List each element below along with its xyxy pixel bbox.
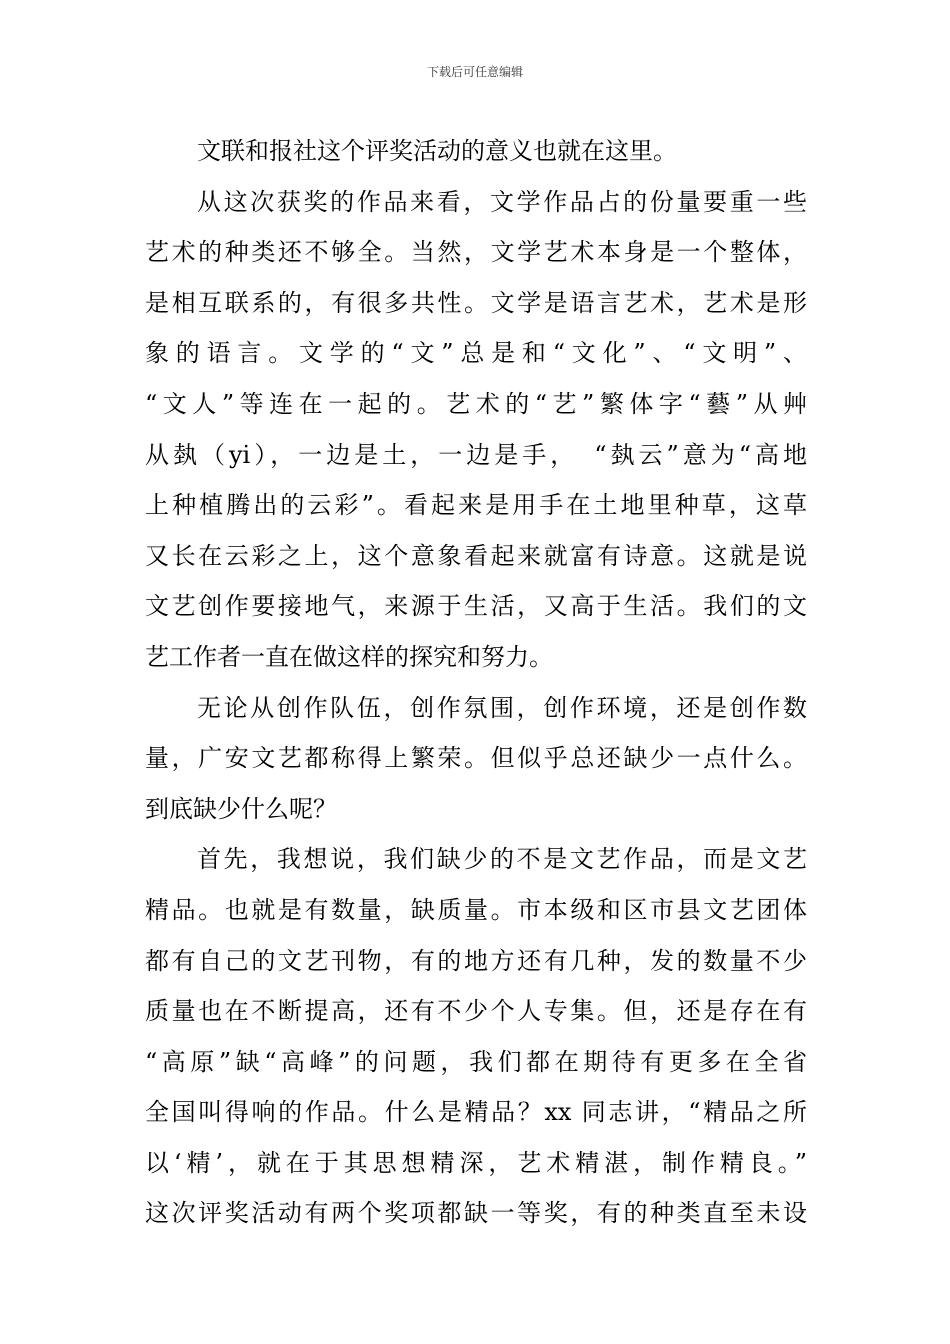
text-line: 文艺创作要接地气，来源于生活，又高于生活。我们的文 bbox=[145, 592, 807, 621]
text-line: 到底缺少什么呢？ bbox=[145, 794, 337, 823]
text-line: 艺术的种类还不够全。当然，文学艺术本身是一个整体， bbox=[145, 238, 807, 267]
document-body bbox=[145, 126, 807, 1239]
text-line: 是相互联系的，有很多共性。文学是语言艺术，艺术是形 bbox=[145, 288, 807, 317]
text-line: 从这次获奖的作品来看，文学作品占的份量要重一些 bbox=[197, 187, 807, 216]
text-line: 都有自己的文艺刊物，有的地方还有几种，发的数量不少 bbox=[145, 946, 807, 975]
text-line: 这次评奖活动有两个奖项都缺一等奖，有的种类直至未设 bbox=[145, 1199, 807, 1228]
text-line: 以‘精’，就在于其思想精深，艺术精湛，制作精良。” bbox=[145, 1148, 807, 1177]
text-line: 艺工作者一直在做这样的探究和努力。 bbox=[145, 642, 553, 671]
text-line: 从埶（yi），一边是土，一边是手， “埶云”意为“高地 bbox=[145, 440, 807, 469]
text-line: 首先，我想说，我们缺少的不是文艺作品，而是文艺 bbox=[197, 845, 807, 874]
text-line: 精品。也就是有数量，缺质量。市本级和区市县文艺团体 bbox=[145, 895, 807, 924]
text-line: 质量也在不断提高，还有不少个人专集。但，还是存在有 bbox=[145, 997, 807, 1026]
page-header: 下载后可任意编辑 bbox=[426, 65, 523, 79]
text-line: 量，广安文艺都称得上繁荣。但似乎总还缺少一点什么。 bbox=[145, 744, 807, 773]
text-line: 无论从创作队伍，创作氛围，创作环境，还是创作数 bbox=[197, 693, 807, 722]
text-line: 又长在云彩之上，这个意象看起来就富有诗意。这就是说 bbox=[145, 541, 807, 570]
text-line: 上种植腾出的云彩”。看起来是用手在土地里种草，这草 bbox=[145, 491, 807, 520]
text-line: 全国叫得响的作品。什么是精品？xx 同志讲，“精品之所 bbox=[145, 1098, 807, 1127]
text-line: 象的语言。文学的“文”总是和“文化”、“文明”、 bbox=[145, 339, 807, 368]
text-line: “文人”等连在一起的。艺术的“艺”繁体字“藝”从艸 bbox=[145, 389, 807, 418]
text-line: “高原”缺“高峰”的问题，我们都在期待有更多在全省 bbox=[145, 1047, 807, 1076]
text-line: 文联和报社这个评奖活动的意义也就在这里。 bbox=[197, 137, 677, 165]
